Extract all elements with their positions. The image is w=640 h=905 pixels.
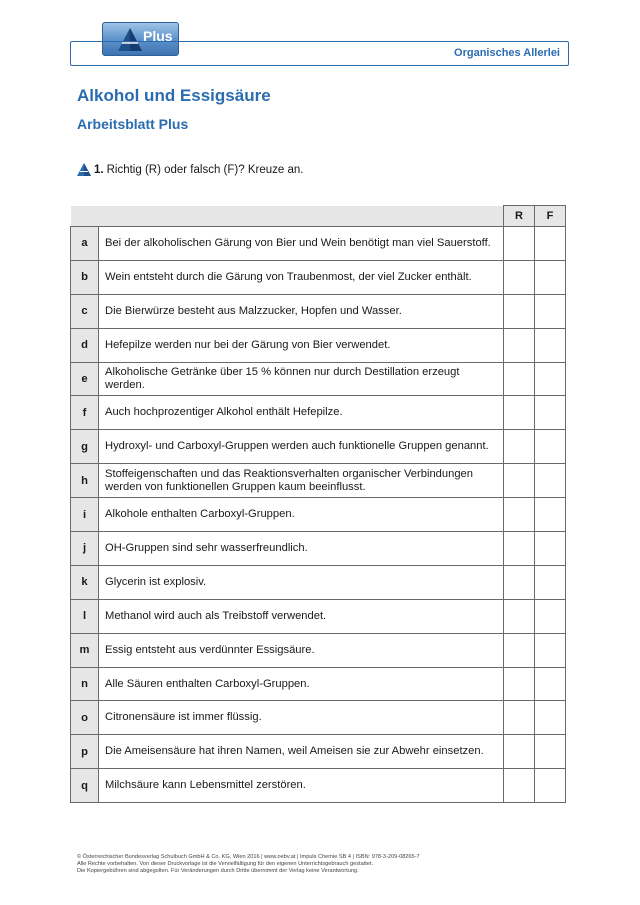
row-letter: m [71,633,99,667]
pyramid-icon [77,163,91,176]
row-letter: n [71,667,99,701]
row-letter: c [71,294,99,328]
page-title: Alkohol und Essigsäure [77,86,271,105]
row-statement: Essig entsteht aus verdünnter Essigsäure. [99,633,504,667]
true-false-table [70,205,566,803]
checkbox-f[interactable] [535,227,566,261]
table-row [71,565,566,599]
checkbox-r[interactable] [504,328,535,362]
table-row [71,464,566,498]
table-row [71,735,566,769]
checkbox-f[interactable] [535,396,566,430]
table-row [71,498,566,532]
task-text: Richtig (R) oder falsch (F)? Kreuze an. [106,164,304,176]
column-header-r: R [504,206,535,227]
checkbox-f[interactable] [535,362,566,396]
checkbox-f[interactable] [535,769,566,803]
checkbox-r[interactable] [504,396,535,430]
row-statement: Die Ameisensäure hat ihren Namen, weil Ameisen sie zur Abwehr einsetzen. [99,735,504,769]
header-spacer [99,206,504,227]
logo-text: Plus [143,28,173,44]
checkbox-f[interactable] [535,599,566,633]
table-row [71,227,566,261]
row-letter: i [71,498,99,532]
row-statement: Milchsäure kann Lebensmittel zerstören. [99,769,504,803]
row-letter: h [71,464,99,498]
row-letter: q [71,769,99,803]
row-letter: l [71,599,99,633]
row-statement: Glycerin ist explosiv. [99,565,504,599]
row-statement: Bei der alkoholischen Gärung von Bier und Wein benötigt man viel Sauerstoff. [99,227,504,261]
table-row [71,599,566,633]
checkbox-f[interactable] [535,701,566,735]
row-letter: o [71,701,99,735]
checkbox-r[interactable] [504,667,535,701]
row-statement: Stoffeigenschaften und das Reaktionsverhalten organischer Verbindungen werden von funktionellen Gruppen kaum beeinflusst. [99,464,504,498]
table-row [71,328,566,362]
table-row [71,430,566,464]
table-row [71,633,566,667]
table-row [71,362,566,396]
table-row [71,769,566,803]
checkbox-r[interactable] [504,498,535,532]
header-bar [70,41,569,66]
task-number: 1. [94,164,104,176]
row-letter: b [71,260,99,294]
footer-copyright [77,854,557,876]
column-header-f: F [535,206,566,227]
row-statement: Wein entsteht durch die Gärung von Traubenmost, der viel Zucker enthält. [99,260,504,294]
checkbox-r[interactable] [504,362,535,396]
checkbox-r[interactable] [504,701,535,735]
row-letter: f [71,396,99,430]
checkbox-f[interactable] [535,328,566,362]
row-statement: Die Bierwürze besteht aus Malzzucker, Hopfen und Wasser. [99,294,504,328]
header-spacer [71,206,99,227]
row-statement: Alkohole enthalten Carboxyl-Gruppen. [99,498,504,532]
row-letter: d [71,328,99,362]
checkbox-r[interactable] [504,260,535,294]
row-statement: Auch hochprozentiger Alkohol enthält Hefepilze. [99,396,504,430]
checkbox-r[interactable] [504,769,535,803]
checkbox-f[interactable] [535,430,566,464]
checkbox-f[interactable] [535,464,566,498]
checkbox-f[interactable] [535,667,566,701]
checkbox-f[interactable] [535,294,566,328]
row-letter: k [71,565,99,599]
checkbox-r[interactable] [504,599,535,633]
page-subtitle: Arbeitsblatt Plus [77,116,189,132]
row-letter: g [71,430,99,464]
row-statement: Hefepilze werden nur bei der Gärung von Bier verwendet. [99,328,504,362]
section-title: Organisches Allerlei [454,47,560,59]
checkbox-f[interactable] [535,633,566,667]
row-letter: e [71,362,99,396]
table-row [71,701,566,735]
table-row [71,532,566,566]
checkbox-r[interactable] [504,464,535,498]
checkbox-r[interactable] [504,430,535,464]
row-letter: a [71,227,99,261]
checkbox-f[interactable] [535,565,566,599]
footer-line: Die Kopiergebühren sind abgegolten. Für Veränderungen durch Dritte übernimmt der Verlag keine Verantwortung. [77,868,359,875]
task-instruction [77,163,303,176]
table-row [71,667,566,701]
checkbox-f[interactable] [535,498,566,532]
footer-line: Alle Rechte vorbehalten. Von dieser Druckvorlage ist die Vervielfältigung für den eigenen Unterrichtsgebrauch gestattet. [77,861,374,868]
checkbox-f[interactable] [535,735,566,769]
row-statement: OH-Gruppen sind sehr wasserfreundlich. [99,532,504,566]
checkbox-r[interactable] [504,532,535,566]
row-statement: Hydroxyl- und Carboxyl-Gruppen werden auch funktionelle Gruppen genannt. [99,430,504,464]
row-letter: j [71,532,99,566]
checkbox-r[interactable] [504,735,535,769]
checkbox-r[interactable] [504,633,535,667]
table-header-row [71,206,566,227]
row-statement: Alle Säuren enthalten Carboxyl-Gruppen. [99,667,504,701]
footer-line: © Österreichischer Bundesverlag Schulbuch GmbH & Co. KG, Wien 2016 | www.oebv.at | Impuls Chemie SB 4 | ISBN: 978-3-209-08265-7 [77,854,420,860]
checkbox-f[interactable] [535,532,566,566]
checkbox-r[interactable] [504,227,535,261]
table-row [71,260,566,294]
row-statement: Alkoholische Getränke über 15 % können nur durch Destillation erzeugt werden. [99,362,504,396]
table-row [71,396,566,430]
row-statement: Methanol wird auch als Treibstoff verwendet. [99,599,504,633]
row-letter: p [71,735,99,769]
row-statement: Citronensäure ist immer flüssig. [99,701,504,735]
table-row [71,294,566,328]
checkbox-f[interactable] [535,260,566,294]
checkbox-r[interactable] [504,294,535,328]
checkbox-r[interactable] [504,565,535,599]
